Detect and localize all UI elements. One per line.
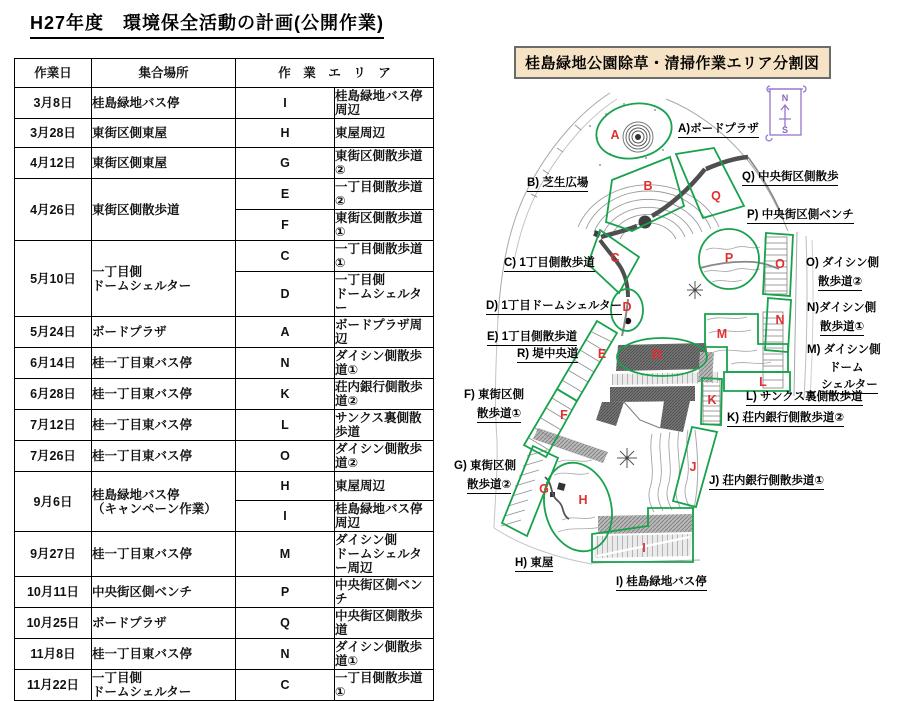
area-letter-cell: C — [236, 670, 335, 701]
slope-contours — [649, 430, 690, 512]
area-letter-cell: G — [236, 148, 335, 179]
map-marker-e: E — [597, 346, 607, 361]
map-label-m: M) ダイシン側 — [807, 344, 881, 356]
meeting-place-cell: ボードプラザ — [92, 317, 236, 348]
map-label-i: I) 桂島緑地バス停 — [616, 577, 707, 591]
area-letter-cell: Q — [236, 608, 335, 639]
map-label-n: N)ダイシン側 — [807, 302, 877, 314]
map-label-d: D) 1丁目ドームシェルター — [486, 301, 622, 315]
work-date-cell: 5月10日 — [15, 241, 92, 317]
area-name-cell: 東屋周辺 — [335, 119, 434, 148]
meeting-place-cell: 桂一丁目東バス停 — [92, 348, 236, 379]
meeting-place-cell: 桂島緑地バス停 （キャンペーン作業） — [92, 472, 236, 532]
area-letter-cell: N — [236, 348, 335, 379]
area-name-cell: 一丁目側 ドームシェルター — [335, 272, 434, 317]
map-label-e: E) 1丁目側散歩道 — [487, 332, 577, 346]
area-name-cell: ダイシン側散歩道② — [335, 441, 434, 472]
meeting-place-cell: 一丁目側 ドームシェルター — [92, 241, 236, 317]
area-name-cell: 桂島緑地バス停周辺 — [335, 88, 434, 119]
work-date-cell: 6月14日 — [15, 348, 92, 379]
hatched-paths — [533, 343, 718, 558]
area-name-cell: 中央街区側散歩道 — [335, 608, 434, 639]
map-label-o: O) ダイシン側 — [806, 257, 879, 269]
map-marker-j: J — [689, 459, 697, 474]
work-date-cell: 4月26日 — [15, 179, 92, 241]
map-marker-i: I — [642, 540, 646, 555]
map-marker-n: N — [775, 312, 785, 327]
map-label-l: L) サンクス裏側散歩道 — [746, 392, 863, 406]
map-marker-g: G — [539, 481, 549, 496]
map-label-h: H) 東屋 — [515, 558, 553, 572]
area-name-cell: 中央街区側ベンチ — [335, 577, 434, 608]
area-letter-cell: H — [236, 119, 335, 148]
meeting-place-cell: 桂一丁目東バス停 — [92, 379, 236, 410]
meeting-place-cell: 桂一丁目東バス停 — [92, 639, 236, 670]
area-letter-cell: N — [236, 639, 335, 670]
area-letter-cell: D — [236, 272, 335, 317]
map-marker-b: B — [643, 178, 653, 193]
work-date-cell: 11月22日 — [15, 670, 92, 701]
area-letter-cell: K — [236, 379, 335, 410]
work-date-cell: 10月11日 — [15, 577, 92, 608]
meeting-place-cell: 桂一丁目東バス停 — [92, 410, 236, 441]
area-name-cell: ダイシン側 ドームシェルター周辺 — [335, 532, 434, 577]
map-marker-o: O — [775, 256, 785, 271]
work-date-cell: 3月28日 — [15, 119, 92, 148]
work-date-cell: 4月12日 — [15, 148, 92, 179]
map-marker-f: F — [560, 407, 568, 422]
area-letter-cell: F — [236, 210, 335, 241]
map-label-q: Q) 中央街区側散歩 — [742, 172, 838, 186]
work-date-cell: 3月8日 — [15, 88, 92, 119]
area-letter-cell: A — [236, 317, 335, 348]
map-label-g-line2: 散歩道② — [467, 480, 511, 494]
page-title: H27年度 環境保全活動の計画(公開作業) — [30, 9, 384, 39]
work-date-cell: 5月24日 — [15, 317, 92, 348]
work-date-cell: 10月25日 — [15, 608, 92, 639]
map-label-o-line2: 散歩道② — [818, 277, 862, 291]
area-name-cell: 東街区側散歩道① — [335, 210, 434, 241]
area-letter-cell: I — [236, 501, 335, 532]
map-label-f: F) 東街区側 — [464, 389, 525, 401]
area-letter-cell: C — [236, 241, 335, 272]
map-title: 桂島緑地公園除草・清掃作業エリア分割図 — [514, 46, 831, 79]
north-arrow-icon — [766, 86, 806, 141]
map-label-j: J) 荘内銀行側散歩道① — [709, 476, 824, 490]
board-plaza-mound — [589, 103, 664, 166]
work-date-cell: 7月26日 — [15, 441, 92, 472]
area-name-cell: 一丁目側散歩道① — [335, 670, 434, 701]
work-date-cell: 6月28日 — [15, 379, 92, 410]
map-marker-p: P — [724, 250, 734, 265]
map-marker-r: R — [651, 346, 663, 364]
meeting-place-cell: 一丁目側 ドームシェルター — [92, 670, 236, 701]
meeting-place-cell: 桂島緑地バス停 — [92, 88, 236, 119]
meeting-place-cell: 桂一丁目東バス停 — [92, 441, 236, 472]
table-row — [15, 670, 434, 701]
map-marker-h: H — [578, 492, 588, 507]
work-date-cell: 9月27日 — [15, 532, 92, 577]
area-name-cell: ボードプラザ周辺 — [335, 317, 434, 348]
map-marker-k: K — [707, 392, 717, 407]
map-label-a: A)ボードプラザ — [678, 124, 759, 138]
meeting-place-cell: 桂一丁目東バス停 — [92, 532, 236, 577]
map-marker-q: Q — [711, 188, 721, 203]
map-marker-c: C — [610, 250, 620, 265]
map-label-r: R) 堤中央道 — [517, 349, 578, 363]
map-marker-m: M — [716, 326, 728, 341]
meeting-place-cell: ボードプラザ — [92, 608, 236, 639]
area-name-cell: 東街区側散歩道② — [335, 148, 434, 179]
area-letter-cell: E — [236, 179, 335, 210]
col-header-place: 集合場所 — [92, 59, 236, 88]
meeting-place-cell: 東街区側散歩道 — [92, 179, 236, 241]
compass-s-label: S — [781, 125, 789, 135]
map-label-m-line2: ドーム — [829, 362, 864, 374]
map-marker-d: D — [622, 299, 632, 314]
map-marker-l: L — [759, 374, 767, 389]
area-name-cell: ダイシン側散歩道① — [335, 348, 434, 379]
col-header-date: 作業日 — [15, 59, 92, 88]
map-label-c: C) 1丁目側散歩道 — [504, 258, 595, 272]
map-label-g: G) 東街区側 — [454, 460, 516, 472]
area-letter-cell: H — [236, 472, 335, 501]
map-label-m-line3: シェルター — [821, 380, 878, 394]
area-name-cell: 東屋周辺 — [335, 472, 434, 501]
map-label-n-line2: 散歩道① — [820, 322, 864, 336]
map-marker-a: A — [610, 127, 620, 142]
map-label-b: B) 芝生広場 — [527, 178, 588, 192]
work-date-cell: 7月12日 — [15, 410, 92, 441]
meeting-place-cell: 東街区側東屋 — [92, 148, 236, 179]
map-label-k: K) 荘内銀行側散歩道② — [727, 413, 844, 427]
area-letter-cell: O — [236, 441, 335, 472]
map-label-f-line2: 散歩道① — [477, 409, 521, 423]
area-name-cell: 一丁目側散歩道① — [335, 241, 434, 272]
area-name-cell: 一丁目側散歩道② — [335, 179, 434, 210]
work-date-cell: 11月8日 — [15, 639, 92, 670]
work-date-cell: 9月6日 — [15, 472, 92, 532]
col-header-area: 作 業 エ リ ア — [236, 59, 434, 88]
area-name-cell: サンクス裏側散歩道 — [335, 410, 434, 441]
compass-n-label: N — [781, 93, 789, 103]
area-letter-cell: I — [236, 88, 335, 119]
area-letter-cell: L — [236, 410, 335, 441]
meeting-place-cell: 中央街区側ベンチ — [92, 577, 236, 608]
area-letter-cell: M — [236, 532, 335, 577]
area-name-cell: ダイシン側散歩道① — [335, 639, 434, 670]
area-name-cell: 荘内銀行側散歩道② — [335, 379, 434, 410]
map-label-p: P) 中央街区側ベンチ — [747, 210, 854, 224]
area-name-cell: 桂島緑地バス停周辺 — [335, 501, 434, 532]
meeting-place-cell: 東街区側東屋 — [92, 119, 236, 148]
zone-a — [591, 97, 677, 166]
area-letter-cell: P — [236, 577, 335, 608]
